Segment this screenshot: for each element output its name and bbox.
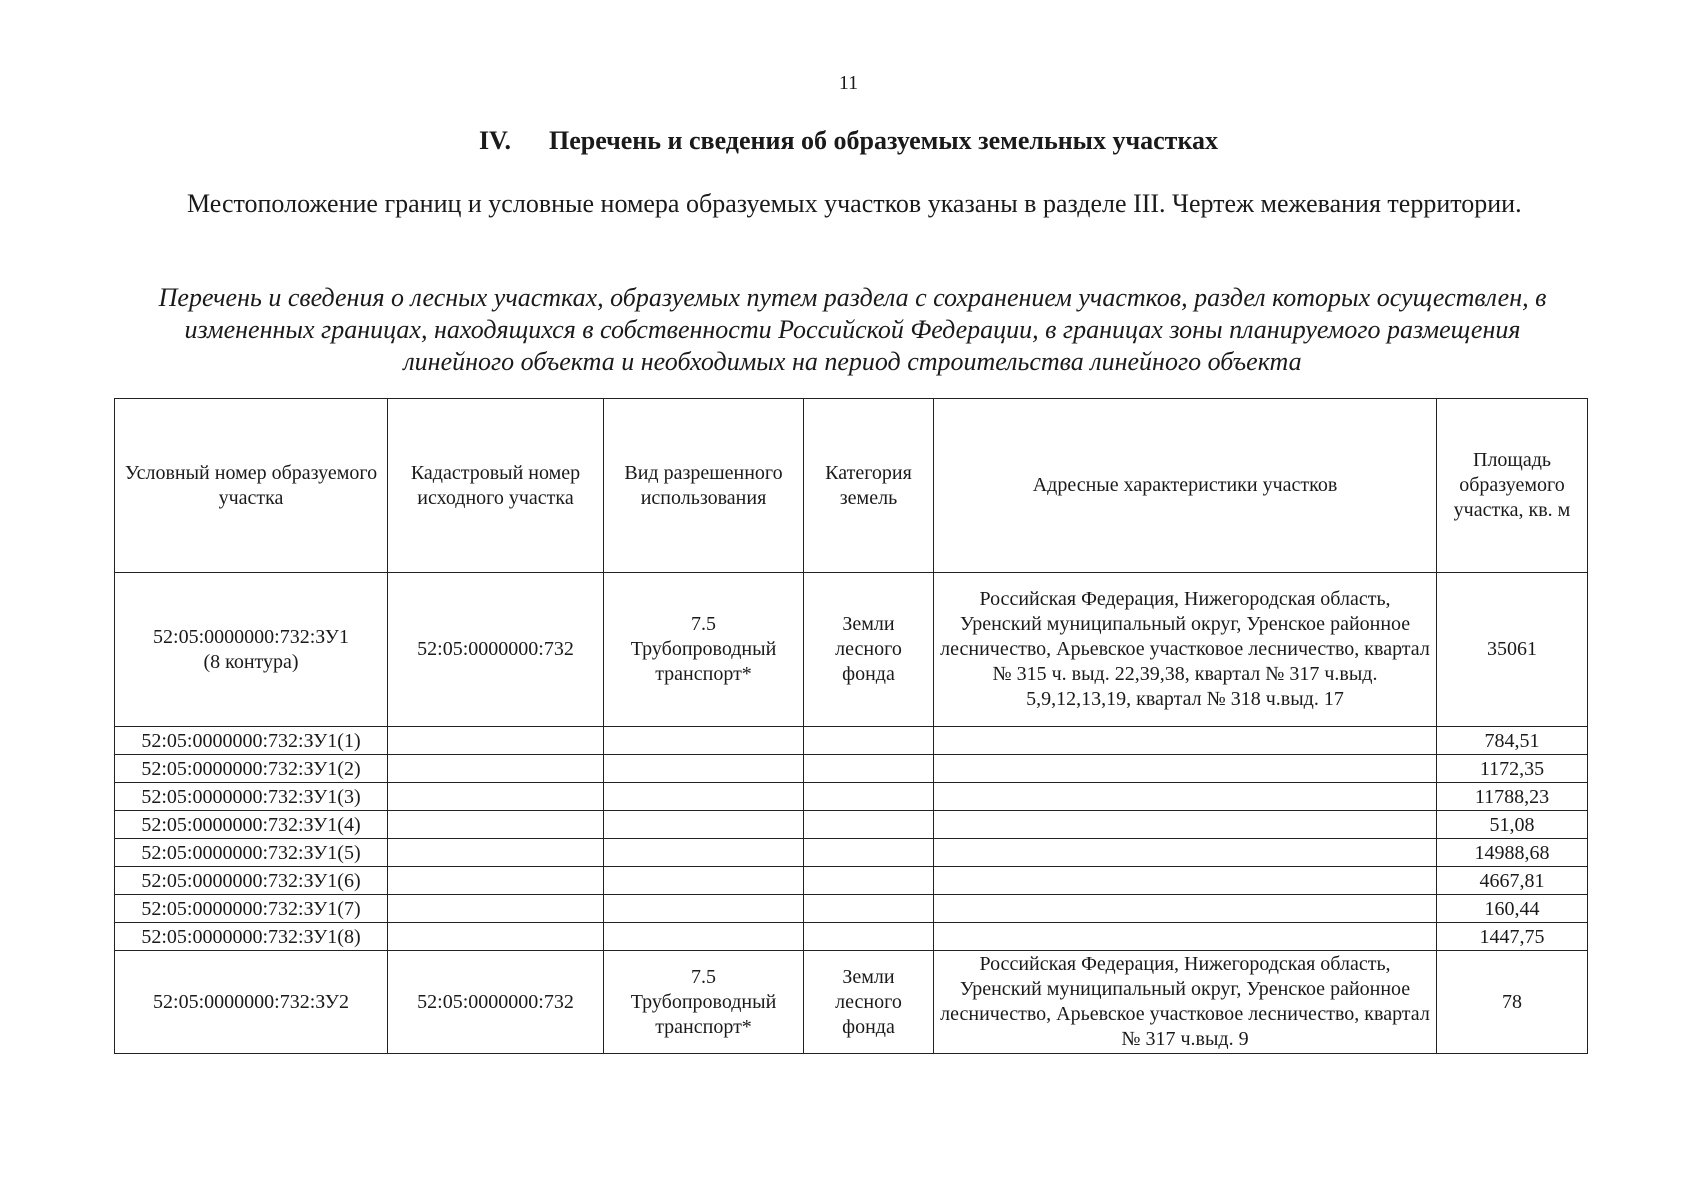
- table-row: [115, 727, 1588, 755]
- cell-contour-area: 160,44: [1437, 895, 1588, 923]
- cell-contour-area: 4667,81: [1437, 867, 1588, 895]
- header-cadastral-number: Кадастровый номер исходного участка: [388, 399, 604, 573]
- cell-contour-area: 51,08: [1437, 811, 1588, 839]
- cell-address: Российская Федерация, Нижегородская область, Уренский муниципальный округ, Уренское районное лесничество, Арьевское участковое лесничество, квартал № 317 ч.выд. 9: [934, 951, 1437, 1054]
- cell-contour-id: 52:05:0000000:732:ЗУ1(7): [115, 895, 388, 923]
- section-title: Перечень и сведения об образуемых земельных участках: [548, 126, 1219, 155]
- table-row: [115, 755, 1588, 783]
- cell-area: 35061: [1437, 573, 1588, 727]
- header-address: Адресные характеристики участков: [934, 399, 1437, 573]
- cell-contour-id: 52:05:0000000:732:ЗУ1(5): [115, 839, 388, 867]
- use-code: 7.5: [691, 965, 716, 988]
- table-header-row: [115, 399, 1588, 573]
- section-numeral: IV.: [478, 126, 511, 155]
- cell-cadastral-number: 52:05:0000000:732: [388, 951, 604, 1054]
- header-permitted-use: Вид разрешенного использования: [604, 399, 804, 573]
- cell-contour-id: 52:05:0000000:732:ЗУ1(1): [115, 727, 388, 755]
- intro-paragraph: Местоположение границ и условные номера образуемых участков указаны в разделе III. Чертеж межевания территории.: [187, 189, 1522, 218]
- cell-contour-area: 1447,75: [1437, 923, 1588, 951]
- cell-cadastral-number: 52:05:0000000:732: [388, 573, 604, 727]
- cell-conditional-number: [115, 573, 388, 727]
- header-area: Площадь образуемого участка, кв. м: [1437, 399, 1588, 573]
- table-caption: Перечень и сведения о лесных участках, образуемых путем раздела с сохранением участков, раздел которых осуществлен, в измененных границах, находящихся в собственности Российской Федерации, в границах зоны планируемого размещения линейного объекта и необходимых на период строительства линейного объекта: [158, 283, 1547, 376]
- cell-contour-id: 52:05:0000000:732:ЗУ1(3): [115, 783, 388, 811]
- use-name: Трубопроводный транспорт*: [630, 990, 777, 1038]
- cell-area: 78: [1437, 951, 1588, 1054]
- table-row: [115, 951, 1588, 1054]
- cell-contour-id: 52:05:0000000:732:ЗУ1(4): [115, 811, 388, 839]
- cell-contour-id: 52:05:0000000:732:ЗУ1(6): [115, 867, 388, 895]
- header-conditional-number: Условный номер образуемого участка: [115, 399, 388, 573]
- parcel-id: 52:05:0000000:732:ЗУ1: [153, 625, 349, 648]
- cell-contour-area: 11788,23: [1437, 783, 1588, 811]
- use-code: 7.5: [691, 613, 716, 635]
- table-row: [115, 923, 1588, 951]
- cell-land-category: Земли лесного фонда: [804, 573, 934, 727]
- cell-contour-area: 784,51: [1437, 727, 1588, 755]
- cell-address: Российская Федерация, Нижегородская область, Уренский муниципальный округ, Уренское районное лесничество, Арьевское участковое лесничество, квартал № 315 ч. выд. 22,39,38, квартал № 317 ч.выд. 5,9,12,13,19, квартал № 318 ч.выд. 17: [934, 573, 1437, 727]
- cell-contour-id: 52:05:0000000:732:ЗУ1(8): [115, 923, 388, 951]
- table-row: [115, 573, 1588, 727]
- page-number: 11: [838, 72, 859, 94]
- cell-contour-area: 14988,68: [1437, 839, 1588, 867]
- cell-contour-id: 52:05:0000000:732:ЗУ1(2): [115, 755, 388, 783]
- cell-permitted-use: [604, 951, 804, 1054]
- table-row: [115, 895, 1588, 923]
- parcel-id-note: (8 контура): [203, 650, 299, 673]
- table-row: [115, 783, 1588, 811]
- cell-conditional-number: 52:05:0000000:732:ЗУ2: [115, 951, 388, 1054]
- cell-contour-area: 1172,35: [1437, 755, 1588, 783]
- use-name: Трубопроводный транспорт*: [630, 638, 777, 685]
- table-row: [115, 839, 1588, 867]
- section-heading: [0, 126, 1697, 156]
- table-row: [115, 867, 1588, 895]
- parcels-table: [114, 398, 1588, 1054]
- cell-land-category: Земли лесного фонда: [804, 951, 934, 1054]
- header-land-category: Категория земель: [804, 399, 934, 573]
- table-row: [115, 811, 1588, 839]
- cell-permitted-use: [604, 573, 804, 727]
